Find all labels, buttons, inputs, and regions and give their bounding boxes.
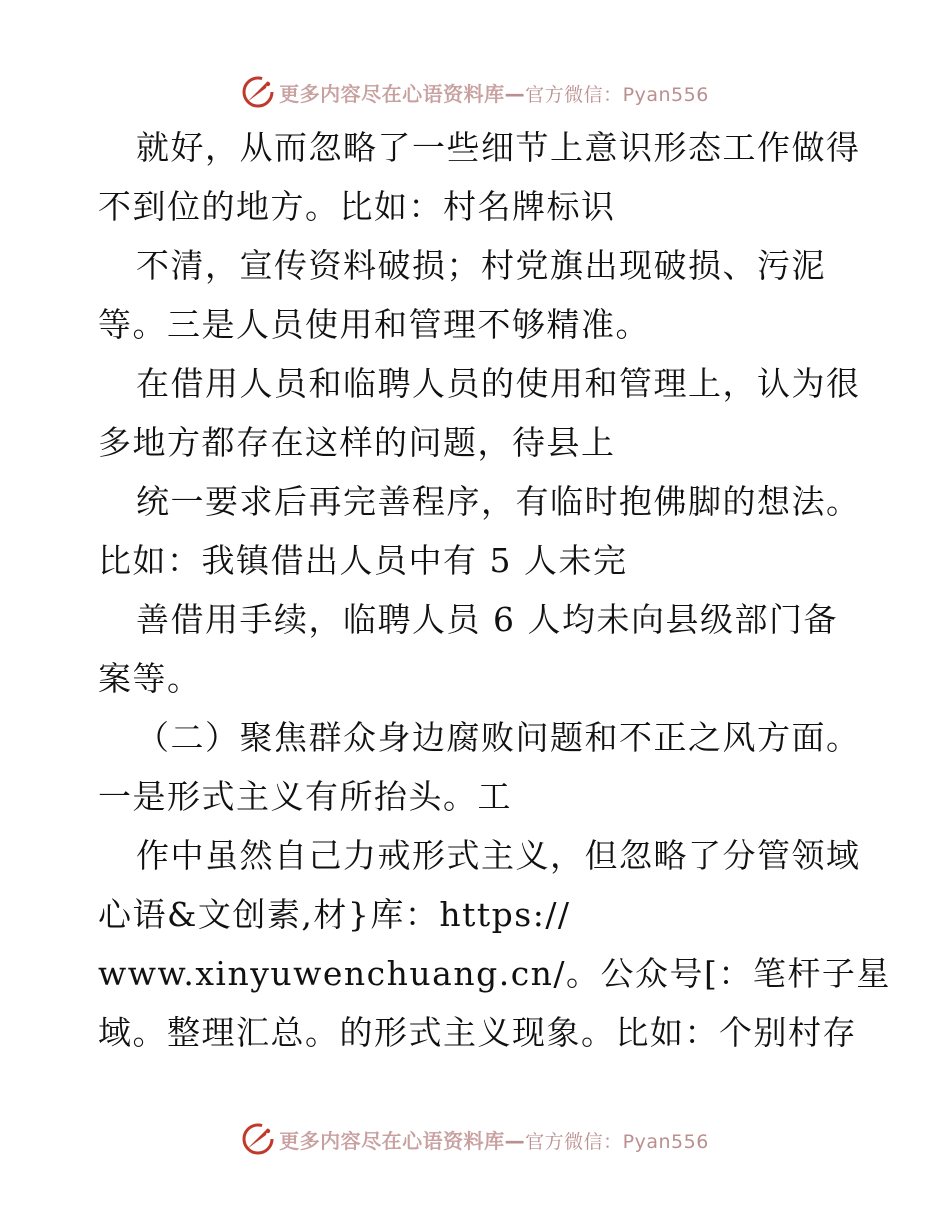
- quill-pen-circle-icon: [241, 75, 275, 109]
- text-line: 在借用人员和临聘人员的使用和管理上，认为很: [136, 364, 861, 403]
- text-line: 统一要求后再完善程序，有临时抱佛脚的想法。: [136, 482, 861, 521]
- document-body: [98, 118, 891, 1062]
- text-line: 心语&文创素,材}库：https://: [98, 895, 571, 934]
- watermark-dash: —: [504, 81, 526, 106]
- watermark-contact: 官方微信：Pyan556: [525, 1130, 709, 1153]
- quill-pen-circle-icon: [241, 1122, 275, 1156]
- text-line: www.xinyuwenchuang.cn/。公众号[：笔杆子星: [98, 954, 891, 993]
- text-line: （二）聚焦群众身边腐败问题和不正之风方面。: [136, 718, 861, 757]
- text-line: 不到位的地方。比如：村名牌标识: [98, 187, 616, 226]
- text-line: 等。三是人员使用和管理不够精准。: [98, 305, 650, 344]
- text-line: 比如：我镇借出人员中有 5 人未完: [98, 541, 628, 580]
- watermark-title: 更多内容尽在心语资料库: [279, 1128, 505, 1153]
- watermark-dash: —: [504, 1128, 526, 1153]
- text-line: 多地方都存在这样的问题，待县上: [98, 423, 616, 462]
- watermark-contact: 官方微信：Pyan556: [525, 83, 709, 106]
- text-line: 作中虽然自己力戒形式主义，但忽略了分管领域: [136, 836, 861, 875]
- text-line: 就好，从而忽略了一些细节上意识形态工作做得: [136, 128, 861, 167]
- watermark-text: [279, 78, 709, 107]
- text-line: 域。整理汇总。的形式主义现象。比如：个别村存: [98, 1013, 857, 1052]
- text-line: 案等。: [98, 659, 202, 698]
- text-line: 一是形式主义有所抬头。工: [98, 777, 512, 816]
- text-line: 不清，宣传资料破损；村党旗出现破损、污泥: [136, 246, 826, 285]
- watermark-text: [279, 1125, 709, 1154]
- text-line: 善借用手续，临聘人员 6 人均未向县级部门备: [136, 600, 838, 639]
- footer-watermark: [0, 1119, 950, 1159]
- header-watermark: [0, 72, 950, 112]
- watermark-title: 更多内容尽在心语资料库: [279, 81, 505, 106]
